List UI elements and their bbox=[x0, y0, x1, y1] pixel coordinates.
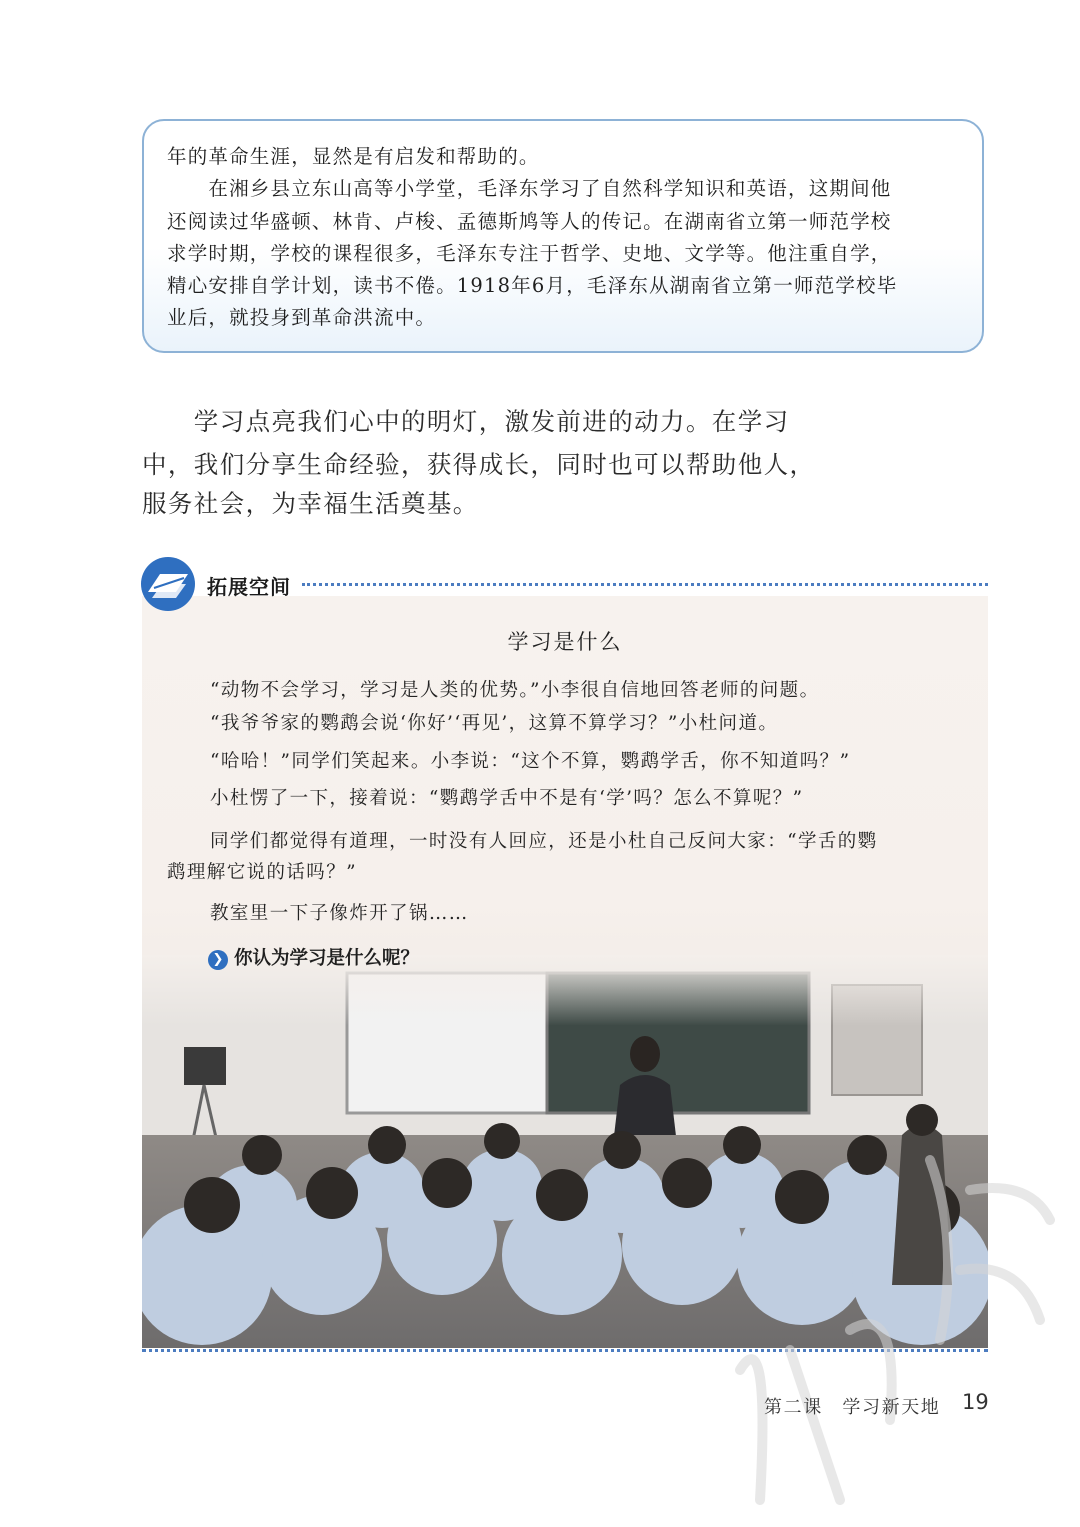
box-line-1: 年的革命生涯，显然是有启发和帮助的。 bbox=[167, 145, 540, 168]
section-divider-top bbox=[302, 583, 988, 586]
extension-title: 学习是什么 bbox=[507, 630, 623, 654]
extension-paragraph: “哈哈！”同学们笑起来。小李说：“这个不算，鹦鹉学舌，你不知道吗？” bbox=[210, 751, 851, 772]
body-line-2: 中，我们分享生命经验，获得成长，同时也可以帮助他人， bbox=[142, 450, 816, 479]
box-line-5: 精心安排自学计划，读书不倦。1918年6月，毛泽东从湖南省立第一师范学校毕 bbox=[167, 274, 898, 297]
section-label: 拓展空间 bbox=[207, 575, 291, 599]
watermark-graphic bbox=[700, 1120, 1080, 1520]
extension-paragraph: 教室里一下子像炸开了锅…… bbox=[210, 903, 469, 924]
body-line-1: 学习点亮我们心中的明灯，激发前进的动力。在学习 bbox=[142, 407, 790, 436]
extension-paragraph: “我爷爷家的鹦鹉会说‘你好’‘再见’，这算不算学习？”小杜问道。 bbox=[210, 713, 779, 734]
box-line-2: 在湘乡县立东山高等小学堂，毛泽东学习了自然科学知识和英语，这期间他 bbox=[167, 177, 892, 200]
extension-paragraph: 小杜愣了一下，接着说：“鹦鹉学舌中不是有‘学’吗？怎么不算呢？” bbox=[210, 788, 804, 809]
extension-paragraph: 鹉理解它说的话吗？” bbox=[167, 862, 357, 883]
question-text: 你认为学习是什么呢？ bbox=[234, 948, 420, 969]
box-line-3: 还阅读过华盛顿、林肯、卢梭、孟德斯鸠等人的传记。在湖南省立第一师范学校 bbox=[167, 210, 892, 233]
body-line-3: 服务社会，为幸福生活奠基。 bbox=[142, 489, 479, 518]
lesson-footer: 第二课 学习新天地 bbox=[764, 1397, 941, 1418]
chevron-right-icon: ❯ bbox=[208, 950, 228, 970]
box-line-4: 求学时期，学校的课程很多，毛泽东专注于哲学、史地、文学等。他注重自学， bbox=[167, 242, 892, 265]
box-line-6: 业后，就投身到革命洪流中。 bbox=[167, 306, 437, 329]
discussion-question bbox=[208, 944, 419, 970]
expansion-space-icon bbox=[140, 556, 196, 612]
page-number: 19 bbox=[962, 1390, 989, 1414]
extension-paragraph: 同学们都觉得有道理，一时没有人回应，还是小杜自己反问大家：“学舌的鹦 bbox=[210, 831, 878, 852]
extension-paragraph: “动物不会学习，学习是人类的优势。”小李很自信地回答老师的问题。 bbox=[210, 680, 820, 701]
